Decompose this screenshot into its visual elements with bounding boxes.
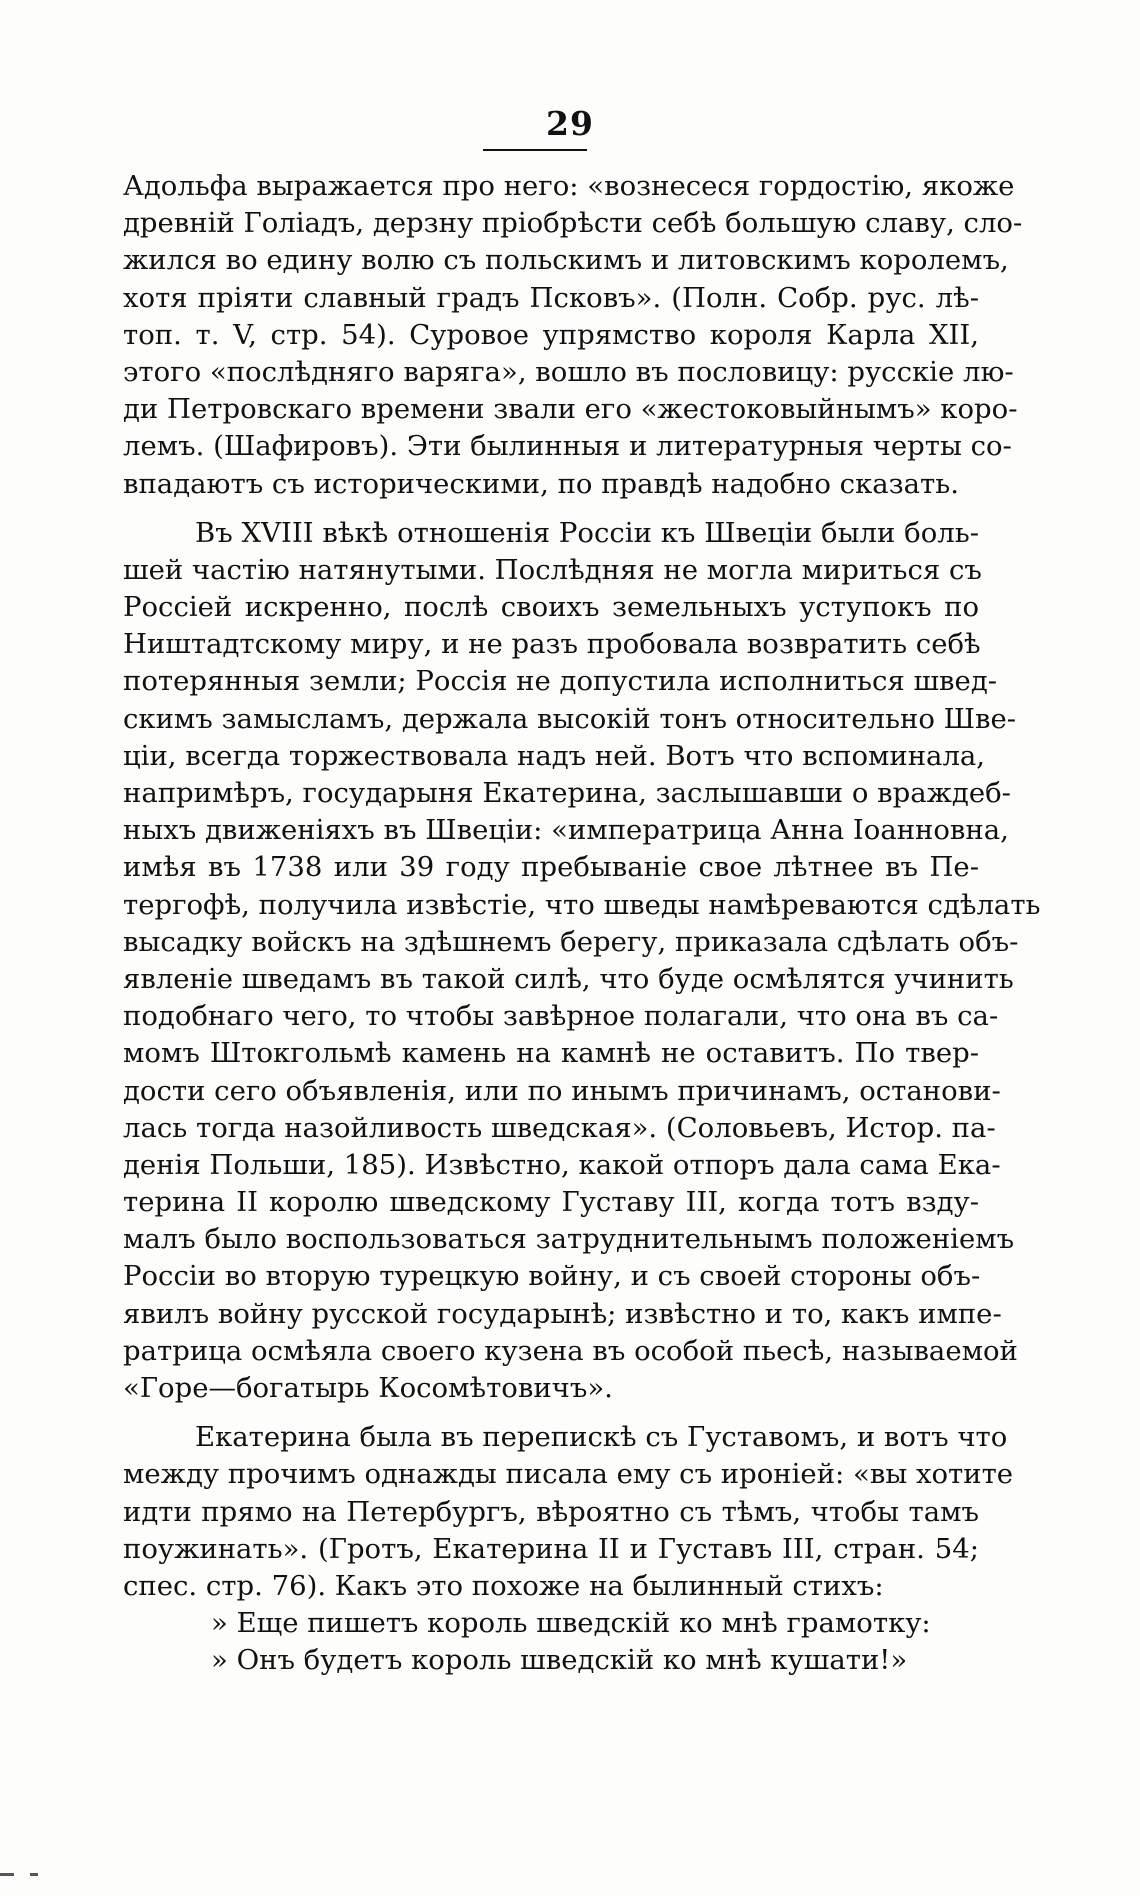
paragraph-1 (123, 168, 1023, 503)
text-line: денія Польши, 185). Извѣстно, какой отпоръ дала сама Ека- (123, 1148, 1001, 1181)
text-line: высадку войскъ на здѣшнемъ берегу, приказала сдѣлать объ- (123, 925, 1019, 958)
text-line: Россіей искренно, послѣ своихъ земельныхъ уступокъ по (123, 591, 979, 624)
text-line: спес. стр. 76). Какъ это похоже на былинный стихъ: (123, 1569, 884, 1602)
body-text (123, 168, 1041, 1680)
text-line: между прочимъ однажды писала ему съ ироніей: «вы хотите (123, 1458, 1014, 1491)
text-line: шей частію натянутыми. Послѣдняя не могла мириться съ (123, 553, 982, 586)
text-line: терина II королю шведскому Густаву III, когда тотъ взду- (123, 1186, 979, 1219)
verse-line: » Еще пишетъ король шведскій ко мнѣ грамотку: (211, 1607, 931, 1640)
text-line: идти прямо на Петербургъ, вѣроятно съ тѣмъ, чтобы тамъ (123, 1495, 979, 1528)
text-line: имѣя въ 1738 или 39 году пребываніе свое лѣтнее въ Пе- (123, 851, 979, 884)
text-line: подобнаго чего, то чтобы завѣрное полагали, что она въ са- (123, 1000, 999, 1033)
text-line: Въ XVIII вѣкѣ отношенія Россіи къ Швеціи были боль- (195, 516, 979, 549)
text-line: скимъ замысламъ, держала высокій тонъ относительно Шве- (123, 702, 1017, 735)
text-line: явленіе шведамъ въ такой силѣ, что буде осмѣлятся учинить (123, 962, 1014, 995)
scan-edge-mark (0, 1873, 14, 1876)
page-number-rule (483, 149, 587, 151)
text-line: топ. т. V, стр. 54). Суровое упрямство короля Карла XII, (123, 318, 979, 351)
paragraph-3 (123, 1419, 1014, 1605)
text-line: этого «послѣдняго варяга», вошло въ пословицу: русскіе лю- (123, 355, 1014, 388)
text-line: Екатерина была въ перепискѣ съ Густавомъ, и вотъ что (195, 1421, 1008, 1454)
paragraph-gap (123, 1407, 979, 1419)
text-line: Ништадтскому миру, и не разъ пробовала возвратить себѣ (123, 628, 981, 661)
text-line: малъ было воспользоваться затруднительнымъ положеніемъ (123, 1223, 1015, 1256)
text-line: хотя пріяти славный градъ Псковъ». (Полн. Собр. рус. лѣ- (123, 281, 979, 314)
text-line: потерянныя земли; Россія не допустила исполниться швед- (123, 665, 998, 698)
text-line: дости сего объявленія, или по инымъ причинамъ, останови- (123, 1074, 1001, 1107)
text-line: напримѣръ, государыня Екатерина, заслышавши о враждеб- (123, 777, 1011, 809)
text-line: жился во едину волю съ польскимъ и литовскимъ королемъ, (123, 244, 1009, 277)
text-line: «Горе—богатырь Косомѣтовичъ». (123, 1372, 613, 1404)
text-line: впадаютъ съ историческими, по правдѣ надобно сказать. (123, 467, 959, 500)
text-line: ціи, всегда торжествовала надъ ней. Вотъ что вспоминала, (123, 739, 986, 772)
text-line: момъ Штокгольмѣ камень на камнѣ не оставитъ. По твер- (123, 1037, 979, 1070)
text-line: лемъ. (Шафировъ). Эти былинныя и литературныя черты со- (123, 430, 1012, 463)
text-line: Россіи во вторую турецкую войну, и съ своей стороны объ- (123, 1260, 981, 1293)
text-line: ди Петровскаго времени звали его «жестоковыйнымъ» коро- (123, 393, 1018, 426)
paragraph-gap (123, 503, 979, 515)
text-line: древній Голіадъ, дерзну пріобрѣсти себѣ большую славу, сло- (123, 207, 1023, 240)
text-line: поужинать». (Гротъ, Екатерина II и Густавъ III, стран. 54; (123, 1532, 979, 1565)
page-number: 29 (546, 104, 594, 143)
text-line: ныхъ движеніяхъ въ Швеціи: «императрица Анна Іоанновна, (123, 814, 1009, 847)
text-line: ратрица осмѣяла своего кузена въ особой пьесѣ, называемой (123, 1334, 1018, 1367)
verse-line: » Онъ будетъ король шведскій ко мнѣ кушати!» (211, 1644, 908, 1677)
paragraph-2 (123, 515, 1041, 1408)
scan-edge-mark (30, 1873, 38, 1876)
text-line: Адольфа выражается про него: «вознесеся гордостію, якоже (123, 170, 1015, 202)
text-line: явилъ войну русской государынѣ; извѣстно и то, какъ импе- (123, 1297, 1002, 1330)
text-line: лась тогда назойливость шведская». (Соловьевъ, Истор. па- (123, 1111, 996, 1144)
verse-quote (123, 1605, 979, 1679)
text-line: тергофѣ, получила извѣстіе, что шведы намѣреваются сдѣлать (123, 888, 1041, 921)
